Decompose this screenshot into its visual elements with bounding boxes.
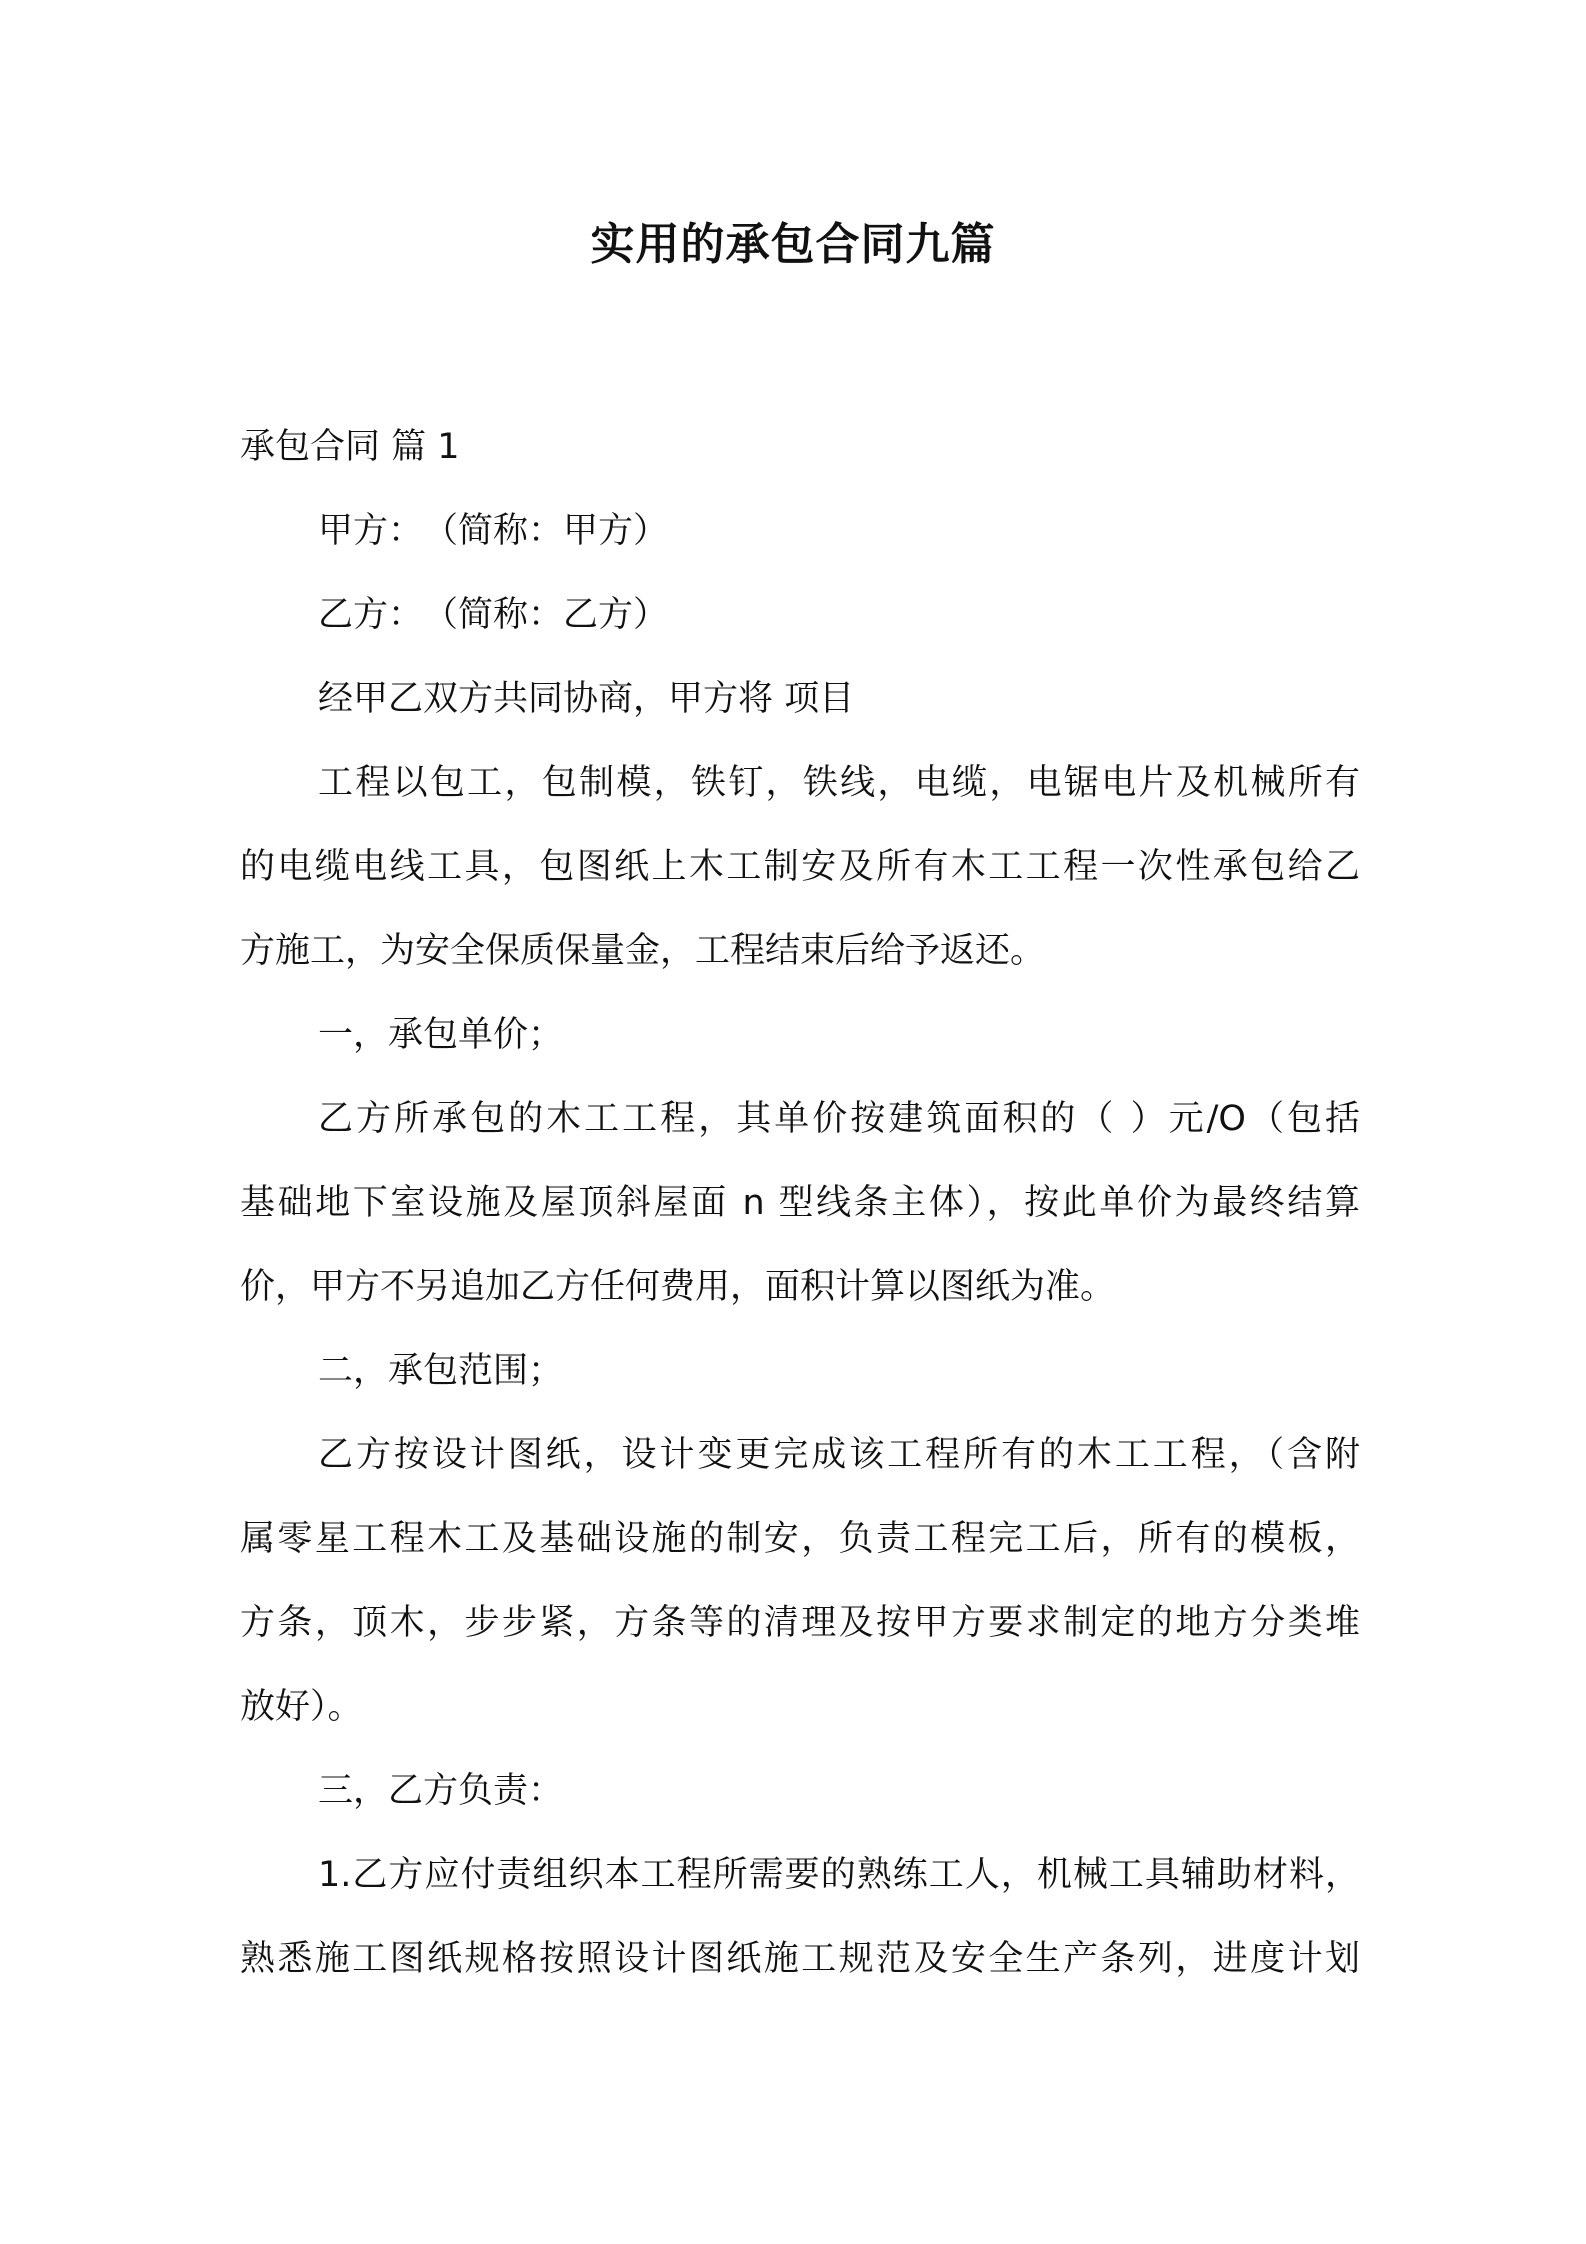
paragraph-line: 放好）。 bbox=[240, 1687, 363, 1727]
paragraph-line: 方条，顶木，步步紧，方条等的清理及按甲方要求制定的地方分类堆 bbox=[240, 1603, 1360, 1643]
paragraph-line: 工程以包工，包制模，铁钉，铁线，电缆，电锯电片及机械所有 bbox=[318, 763, 1360, 803]
document-title: 实用的承包合同九篇 bbox=[590, 219, 996, 270]
intro-line: 经甲乙双方共同协商，甲方将 项目 bbox=[318, 679, 855, 719]
paragraph-line: 乙方所承包的木工工程，其单价按建筑面积的（ ）元/O（包括 bbox=[318, 1099, 1360, 1139]
party-a-line: 甲方： （简称：甲方） bbox=[318, 511, 669, 551]
document-body bbox=[240, 405, 1360, 2001]
paragraph-line: 乙方按设计图纸，设计变更完成该工程所有的木工工程，（含附 bbox=[318, 1435, 1360, 1475]
paragraph-line: 方施工，为安全保质保量金，工程结束后给予返还。 bbox=[240, 931, 1046, 971]
party-b-line: 乙方： （简称：乙方） bbox=[318, 595, 669, 635]
clause-heading-2: 二，承包范围； bbox=[318, 1351, 564, 1391]
paragraph-line: 的电缆电线工具，包图纸上木工制安及所有木工工程一次性承包给乙 bbox=[240, 847, 1360, 887]
paragraph-line: 属零星工程木工及基础设施的制安，负责工程完工后，所有的模板， bbox=[240, 1519, 1360, 1559]
paragraph-line: 价，甲方不另追加乙方任何费用，面积计算以图纸为准。 bbox=[240, 1267, 1116, 1307]
section-heading: 承包合同 篇 1 bbox=[240, 427, 460, 467]
paragraph-line: 基础地下室设施及屋顶斜屋面 n 型线条主体），按此单价为最终结算 bbox=[240, 1183, 1360, 1223]
clause-heading-1: 一，承包单价； bbox=[318, 1015, 564, 1055]
paragraph-line: 1.乙方应付责组织本工程所需要的熟练工人，机械工具辅助材料， bbox=[318, 1855, 1360, 1895]
paragraph-line: 熟悉施工图纸规格按照设计图纸施工规范及安全生产条列，进度计划 bbox=[240, 1939, 1360, 1979]
clause-heading-3: 三，乙方负责： bbox=[318, 1771, 564, 1811]
